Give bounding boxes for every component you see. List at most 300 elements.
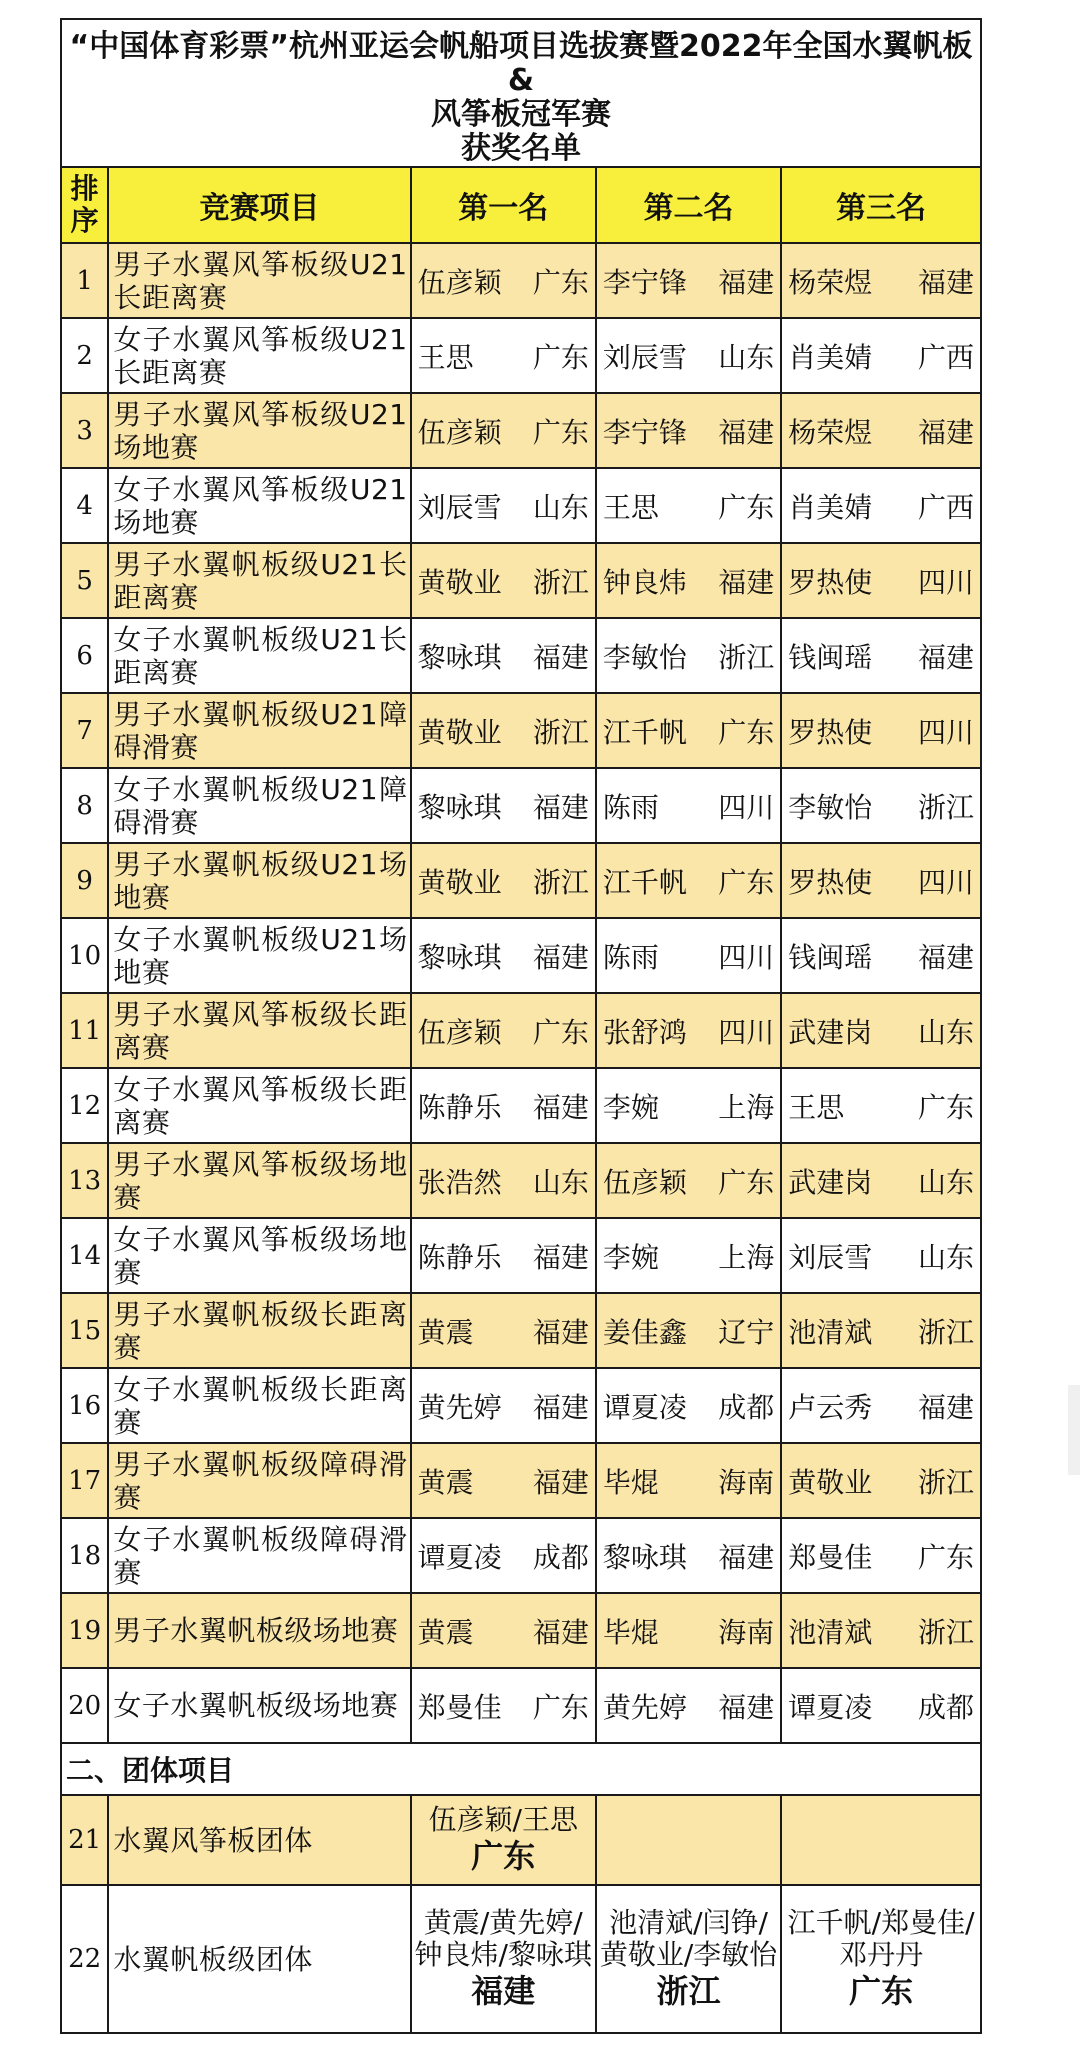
province: 福建 <box>532 1615 589 1649</box>
table-row <box>61 393 981 468</box>
event-name: 男子水翼帆板级场地赛 <box>108 1593 410 1668</box>
province: 成都 <box>532 1540 589 1574</box>
third-place-cell-content <box>786 936 976 976</box>
document-title <box>61 19 981 167</box>
row-index: 3 <box>61 393 108 468</box>
province: 福建 <box>917 265 974 299</box>
first-place-cell-content <box>416 1686 591 1726</box>
header-event: 竞赛项目 <box>108 167 410 243</box>
team-province: 福建 <box>471 1972 536 2010</box>
second-place-cell-content <box>601 1086 776 1126</box>
row-index: 2 <box>61 318 108 393</box>
province: 山东 <box>917 1240 974 1274</box>
table-row <box>61 468 981 543</box>
first-place-cell <box>411 1668 596 1743</box>
third-place-cell-content <box>786 1011 976 1051</box>
athlete-name: 王思 <box>788 1090 845 1124</box>
second-place-cell <box>596 393 781 468</box>
table-row <box>61 1143 981 1218</box>
table-row <box>61 693 981 768</box>
event-name: 男子水翼帆板级U21障碍滑赛 <box>108 693 410 768</box>
third-place-cell <box>781 318 981 393</box>
third-place-cell <box>781 1668 981 1743</box>
table-row <box>61 1368 981 1443</box>
province: 海南 <box>718 1465 775 1499</box>
first-place-cell-content <box>416 1086 591 1126</box>
first-place-cell-content <box>416 786 591 826</box>
second-place-cell-content <box>601 561 776 601</box>
first-place-cell-content <box>416 1236 591 1276</box>
first-place-cell <box>411 1443 596 1518</box>
province: 福建 <box>532 1465 589 1499</box>
third-place-cell-content <box>786 861 976 901</box>
province: 福建 <box>718 415 775 449</box>
athlete-name: 钱闽瑶 <box>788 640 873 674</box>
third-place-cell <box>781 1443 981 1518</box>
athlete-name: 江千帆 <box>602 715 687 749</box>
first-place-cell <box>411 843 596 918</box>
province: 海南 <box>718 1615 775 1649</box>
event-name: 男子水翼帆板级U21长距离赛 <box>108 543 410 618</box>
second-place-cell-content <box>601 1311 776 1351</box>
first-place-cell <box>411 1293 596 1368</box>
second-place-cell <box>596 468 781 543</box>
athlete-name: 黄敬业 <box>788 1465 873 1499</box>
third-place-cell-content <box>786 1236 976 1276</box>
athlete-name: 肖美婧 <box>788 490 873 524</box>
row-index: 18 <box>61 1518 108 1593</box>
table-row <box>61 1293 981 1368</box>
title-line-2: 风筝板冠军赛 <box>431 97 611 132</box>
province: 广东 <box>718 865 775 899</box>
athlete-name: 李婉 <box>602 1090 659 1124</box>
second-place-cell-content <box>601 486 776 526</box>
first-place-cell-content <box>416 561 591 601</box>
first-place-cell <box>411 993 596 1068</box>
third-place-cell-content <box>786 1386 976 1426</box>
header-third: 第三名 <box>781 167 981 243</box>
first-place-cell <box>411 693 596 768</box>
event-name: 女子水翼风筝板级长距离赛 <box>108 1068 410 1143</box>
second-place-cell <box>596 1668 781 1743</box>
third-place-cell-content <box>786 261 976 301</box>
athlete-name: 池清斌 <box>788 1615 873 1649</box>
third-place-cell-content <box>786 1611 976 1651</box>
province: 四川 <box>718 790 775 824</box>
table-row <box>61 768 981 843</box>
first-place-cell-content <box>416 1461 591 1501</box>
row-index: 7 <box>61 693 108 768</box>
first-place-cell <box>411 1368 596 1443</box>
province: 四川 <box>917 865 974 899</box>
province: 广东 <box>532 1690 589 1724</box>
province: 广东 <box>718 1165 775 1199</box>
first-place-cell-content <box>416 1386 591 1426</box>
row-index: 10 <box>61 918 108 993</box>
athlete-name: 伍彦颖 <box>417 265 502 299</box>
province: 福建 <box>718 1690 775 1724</box>
first-place-cell-content <box>416 1536 591 1576</box>
second-place-cell-content <box>601 336 776 376</box>
athlete-name: 谭夏凌 <box>417 1540 502 1574</box>
award-table <box>60 18 982 2034</box>
athlete-name: 武建岗 <box>788 1015 873 1049</box>
athlete-name: 罗热使 <box>788 865 873 899</box>
header-first: 第一名 <box>411 167 596 243</box>
second-place-cell <box>596 993 781 1068</box>
team-members: 江千帆/郑曼佳/邓丹丹 <box>787 1906 975 1971</box>
event-name: 男子水翼风筝板级U21长距离赛 <box>108 243 410 318</box>
second-place-cell-content <box>601 1611 776 1651</box>
row-index: 6 <box>61 618 108 693</box>
athlete-name: 肖美婧 <box>788 340 873 374</box>
province: 福建 <box>532 1390 589 1424</box>
province: 浙江 <box>917 790 974 824</box>
row-index: 9 <box>61 843 108 918</box>
athlete-name: 毕焜 <box>602 1615 659 1649</box>
table-header-row <box>61 167 981 243</box>
first-place-cell-content <box>416 711 591 751</box>
row-index: 16 <box>61 1368 108 1443</box>
third-place-cell-content <box>786 1311 976 1351</box>
team-province: 广东 <box>849 1972 914 2010</box>
first-place-cell-content <box>416 261 591 301</box>
second-place-cell <box>596 768 781 843</box>
province: 山东 <box>532 490 589 524</box>
third-place-cell <box>781 243 981 318</box>
team-members: 伍彦颖/王思 <box>428 1803 578 1836</box>
third-place-cell <box>781 1518 981 1593</box>
second-place-cell <box>596 1143 781 1218</box>
first-place-cell <box>411 468 596 543</box>
first-place-cell-content <box>416 486 591 526</box>
athlete-name: 黄敬业 <box>417 565 502 599</box>
event-name: 水翼帆板级团体 <box>108 1885 410 2033</box>
section-title: 二、团体项目 <box>61 1743 981 1795</box>
first-place-cell-content <box>416 411 591 451</box>
title-line-1: “中国体育彩票”杭州亚运会帆船项目选拔赛暨2022年全国水翼帆板& <box>69 29 973 98</box>
province: 四川 <box>917 565 974 599</box>
first-place-cell <box>411 618 596 693</box>
province: 上海 <box>718 1240 775 1274</box>
second-place-cell <box>596 693 781 768</box>
team-province: 浙江 <box>656 1972 721 2010</box>
first-place-cell-content <box>416 861 591 901</box>
province: 山东 <box>917 1165 974 1199</box>
athlete-name: 卢云秀 <box>788 1390 873 1424</box>
second-place-cell-content <box>601 1386 776 1426</box>
third-place-cell <box>781 618 981 693</box>
second-place-cell-content <box>601 1536 776 1576</box>
first-place-cell <box>411 1593 596 1668</box>
province: 广东 <box>532 1015 589 1049</box>
first-place-cell <box>411 393 596 468</box>
third-place-cell <box>781 768 981 843</box>
third-place-cell <box>781 1885 981 2033</box>
province: 浙江 <box>917 1615 974 1649</box>
row-index: 12 <box>61 1068 108 1143</box>
athlete-name: 郑曼佳 <box>417 1690 502 1724</box>
table-row <box>61 1443 981 1518</box>
table-row <box>61 543 981 618</box>
athlete-name: 钟良炜 <box>602 565 687 599</box>
second-place-cell <box>596 1068 781 1143</box>
event-name: 女子水翼风筝板级场地赛 <box>108 1218 410 1293</box>
province: 浙江 <box>718 640 775 674</box>
first-place-cell-content <box>416 936 591 976</box>
first-place-cell <box>411 1885 596 2033</box>
row-index: 8 <box>61 768 108 843</box>
third-place-cell-content <box>786 1086 976 1126</box>
province: 广东 <box>718 490 775 524</box>
second-place-cell <box>596 1368 781 1443</box>
second-place-cell-content <box>601 861 776 901</box>
third-place-cell-content <box>786 786 976 826</box>
first-place-cell <box>411 543 596 618</box>
row-index: 17 <box>61 1443 108 1518</box>
table-row <box>61 618 981 693</box>
first-place-cell <box>411 243 596 318</box>
first-place-cell <box>411 1143 596 1218</box>
second-place-cell-content <box>601 1461 776 1501</box>
third-place-cell <box>781 918 981 993</box>
row-index: 13 <box>61 1143 108 1218</box>
province: 四川 <box>718 1015 775 1049</box>
third-place-cell <box>781 993 981 1068</box>
team-members: 池清斌/闫铮/黄敬业/李敏怡 <box>599 1906 778 1971</box>
athlete-name: 黄敬业 <box>417 715 502 749</box>
third-place-cell <box>781 1293 981 1368</box>
table-row <box>61 843 981 918</box>
athlete-name: 罗热使 <box>788 715 873 749</box>
province: 浙江 <box>917 1315 974 1349</box>
third-place-cell <box>781 1143 981 1218</box>
event-name: 男子水翼风筝板级长距离赛 <box>108 993 410 1068</box>
province: 成都 <box>917 1690 974 1724</box>
province: 广东 <box>532 340 589 374</box>
province: 福建 <box>532 1315 589 1349</box>
second-place-cell <box>596 1218 781 1293</box>
second-place-cell <box>596 318 781 393</box>
second-place-cell-content <box>601 1161 776 1201</box>
province: 广西 <box>917 490 974 524</box>
first-place-cell-content <box>416 1611 591 1651</box>
province: 辽宁 <box>718 1315 775 1349</box>
first-place-cell <box>411 918 596 993</box>
third-place-cell-content <box>786 411 976 451</box>
row-index: 20 <box>61 1668 108 1743</box>
province: 山东 <box>532 1165 589 1199</box>
athlete-name: 张舒鸿 <box>602 1015 687 1049</box>
third-place-cell-content <box>786 1686 976 1726</box>
first-place-cell-content <box>416 1011 591 1051</box>
second-place-cell-content <box>601 786 776 826</box>
event-name: 女子水翼帆板级长距离赛 <box>108 1368 410 1443</box>
province: 上海 <box>718 1090 775 1124</box>
event-name: 女子水翼帆板级障碍滑赛 <box>108 1518 410 1593</box>
athlete-name: 刘辰雪 <box>788 1240 873 1274</box>
province: 福建 <box>917 940 974 974</box>
first-place-cell-content <box>416 1311 591 1351</box>
third-place-cell-content <box>786 336 976 376</box>
province: 四川 <box>917 715 974 749</box>
athlete-name: 王思 <box>602 490 659 524</box>
table-row <box>61 918 981 993</box>
province: 浙江 <box>532 865 589 899</box>
athlete-name: 杨荣煜 <box>788 265 873 299</box>
first-place-cell-content <box>416 336 591 376</box>
athlete-name: 黎咏琪 <box>417 940 502 974</box>
athlete-name: 谭夏凌 <box>602 1390 687 1424</box>
athlete-name: 黎咏琪 <box>417 790 502 824</box>
province: 福建 <box>917 640 974 674</box>
event-name: 男子水翼帆板级U21场地赛 <box>108 843 410 918</box>
athlete-name: 李宁锋 <box>602 265 687 299</box>
second-place-cell <box>596 543 781 618</box>
athlete-name: 伍彦颖 <box>417 415 502 449</box>
third-place-cell <box>781 1368 981 1443</box>
third-place-cell-content <box>786 486 976 526</box>
second-place-cell <box>596 1518 781 1593</box>
first-place-cell <box>411 1068 596 1143</box>
third-place-cell-content <box>786 636 976 676</box>
athlete-name: 黄先婷 <box>602 1690 687 1724</box>
athlete-name: 王思 <box>417 340 474 374</box>
athlete-name: 陈静乐 <box>417 1240 502 1274</box>
first-place-cell <box>411 1218 596 1293</box>
athlete-name: 黄震 <box>417 1465 474 1499</box>
athlete-name: 黎咏琪 <box>602 1540 687 1574</box>
table-row <box>61 1593 981 1668</box>
header-second: 第二名 <box>596 167 781 243</box>
row-index: 15 <box>61 1293 108 1368</box>
athlete-name: 黄先婷 <box>417 1390 502 1424</box>
athlete-name: 毕焜 <box>602 1465 659 1499</box>
event-name: 男子水翼帆板级长距离赛 <box>108 1293 410 1368</box>
province: 福建 <box>532 940 589 974</box>
athlete-name: 刘辰雪 <box>602 340 687 374</box>
athlete-name: 李敏怡 <box>788 790 873 824</box>
province: 浙江 <box>532 715 589 749</box>
third-place-cell-content <box>786 1536 976 1576</box>
athlete-name: 谭夏凌 <box>788 1690 873 1724</box>
table-row <box>61 318 981 393</box>
event-name: 女子水翼帆板级U21长距离赛 <box>108 618 410 693</box>
first-place-cell-content <box>416 1161 591 1201</box>
athlete-name: 江千帆 <box>602 865 687 899</box>
third-place-cell <box>781 1068 981 1143</box>
athlete-name: 李婉 <box>602 1240 659 1274</box>
province: 福建 <box>917 1390 974 1424</box>
table-row <box>61 243 981 318</box>
second-place-cell-content <box>601 411 776 451</box>
athlete-name: 刘辰雪 <box>417 490 502 524</box>
table-row <box>61 1668 981 1743</box>
first-place-cell <box>411 1518 596 1593</box>
province: 山东 <box>718 340 775 374</box>
event-name: 女子水翼风筝板级U21长距离赛 <box>108 318 410 393</box>
athlete-name: 郑曼佳 <box>788 1540 873 1574</box>
third-place-cell <box>781 1593 981 1668</box>
province: 广东 <box>532 415 589 449</box>
third-place-cell <box>781 393 981 468</box>
row-index: 22 <box>61 1885 108 2033</box>
third-place-cell <box>781 468 981 543</box>
athlete-name: 李宁锋 <box>602 415 687 449</box>
second-place-cell-content <box>601 711 776 751</box>
province: 广东 <box>532 265 589 299</box>
row-index: 11 <box>61 993 108 1068</box>
province: 福建 <box>532 1240 589 1274</box>
athlete-name: 伍彦颖 <box>602 1165 687 1199</box>
athlete-name: 黄震 <box>417 1315 474 1349</box>
province: 福建 <box>718 565 775 599</box>
first-place-cell <box>411 768 596 843</box>
athlete-name: 陈静乐 <box>417 1090 502 1124</box>
athlete-name: 李敏怡 <box>602 640 687 674</box>
third-place-cell <box>781 1795 981 1885</box>
row-index: 4 <box>61 468 108 543</box>
team-members: 黄震/黄先婷/钟良炜/黎咏琪 <box>414 1906 592 1971</box>
header-index: 排序 <box>61 167 108 243</box>
team-province: 广东 <box>471 1837 536 1875</box>
province: 福建 <box>917 415 974 449</box>
row-index: 1 <box>61 243 108 318</box>
event-name: 男子水翼帆板级障碍滑赛 <box>108 1443 410 1518</box>
third-place-cell <box>781 843 981 918</box>
second-place-cell-content <box>601 1236 776 1276</box>
athlete-name: 黄敬业 <box>417 865 502 899</box>
athlete-name: 张浩然 <box>417 1165 502 1199</box>
event-name: 水翼风筝板团体 <box>108 1795 410 1885</box>
athlete-name: 陈雨 <box>602 940 659 974</box>
event-name: 男子水翼风筝板级场地赛 <box>108 1143 410 1218</box>
table-row <box>61 993 981 1068</box>
third-place-cell <box>781 693 981 768</box>
first-place-cell-content <box>416 636 591 676</box>
row-index: 5 <box>61 543 108 618</box>
athlete-name: 罗热使 <box>788 565 873 599</box>
athlete-name: 黄震 <box>417 1615 474 1649</box>
second-place-cell <box>596 843 781 918</box>
second-place-cell <box>596 1593 781 1668</box>
second-place-cell-content <box>601 1686 776 1726</box>
province: 广东 <box>917 1540 974 1574</box>
athlete-name: 武建岗 <box>788 1165 873 1199</box>
third-place-cell <box>781 1218 981 1293</box>
event-name: 女子水翼帆板级U21障碍滑赛 <box>108 768 410 843</box>
row-index: 14 <box>61 1218 108 1293</box>
third-place-cell <box>781 543 981 618</box>
province: 福建 <box>718 1540 775 1574</box>
province: 广东 <box>718 715 775 749</box>
second-place-cell <box>596 918 781 993</box>
province: 山东 <box>917 1015 974 1049</box>
second-place-cell <box>596 1885 781 2033</box>
table-row <box>61 1068 981 1143</box>
event-name: 男子水翼风筝板级U21场地赛 <box>108 393 410 468</box>
page-edge-shadow <box>1068 1385 1080 1475</box>
province: 浙江 <box>917 1465 974 1499</box>
award-list-sheet <box>60 18 982 2034</box>
third-place-cell-content <box>786 1461 976 1501</box>
team-row <box>61 1885 981 2033</box>
third-place-cell-content <box>786 1161 976 1201</box>
third-place-cell-content <box>786 561 976 601</box>
athlete-name: 杨荣煜 <box>788 415 873 449</box>
second-place-cell <box>596 618 781 693</box>
event-name: 女子水翼帆板级U21场地赛 <box>108 918 410 993</box>
